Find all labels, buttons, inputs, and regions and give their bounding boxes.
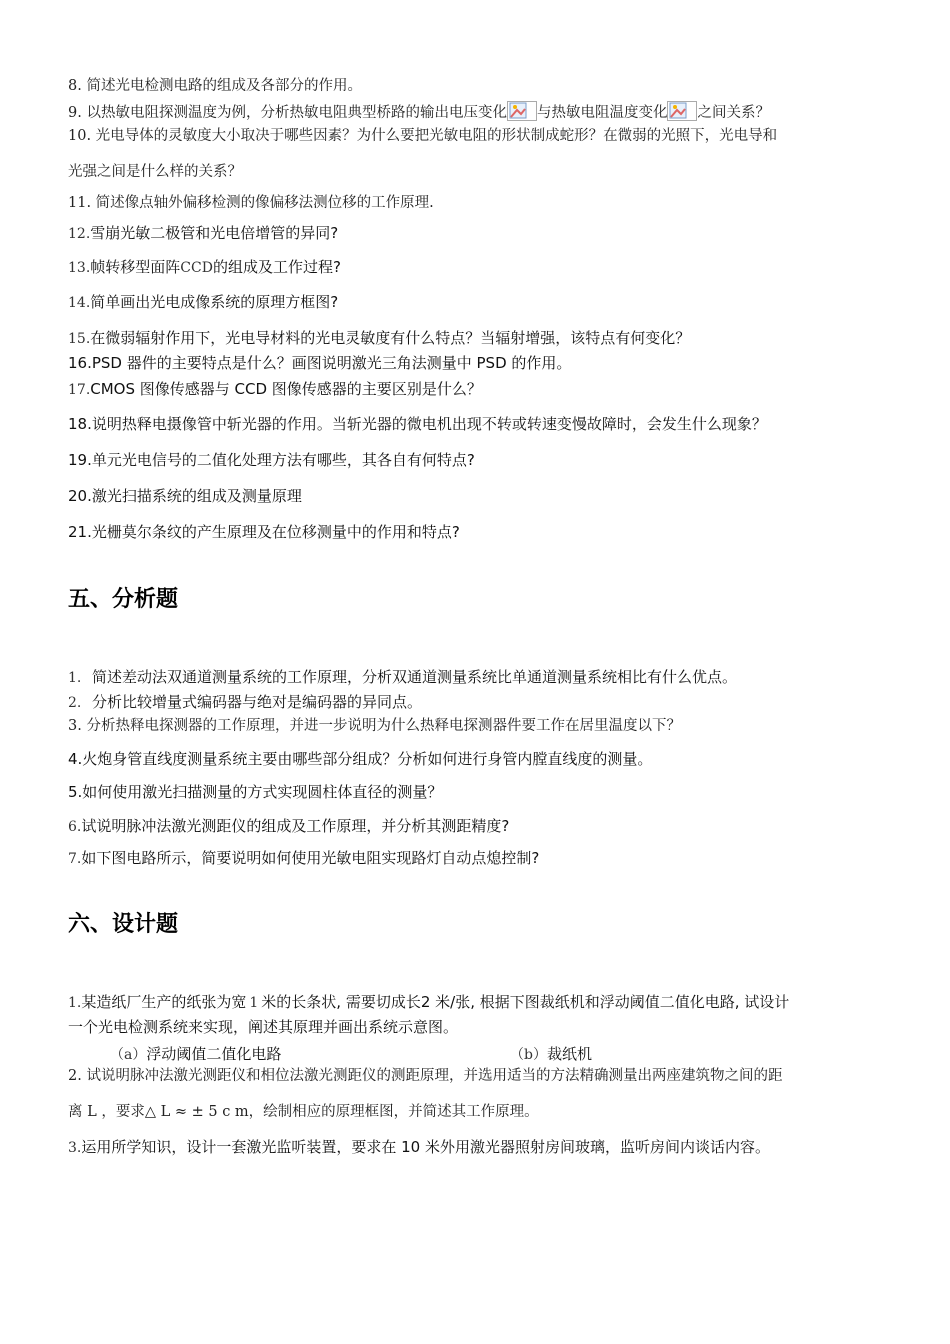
- question-number: 17.: [68, 382, 91, 398]
- question-10-line-2: 光强之间是什么样的关系？: [68, 164, 242, 180]
- question-text: 分析比较增量式编码器与绝对是编码器的异同点。: [92, 693, 423, 711]
- question-9: [68, 101, 770, 122]
- analysis-question-5: 5.如何使用激光扫描测量的方式实现圆柱体直径的测量？: [68, 783, 443, 801]
- broken-image-icon: [507, 101, 537, 121]
- question-17: [68, 380, 482, 399]
- question-14: [68, 293, 338, 312]
- question-11: 11. 简述像点轴外偏移检测的像偏移法测位移的工作原理.: [68, 195, 434, 211]
- analysis-question-3: 3. 分析热释电探测器的工作原理，并进一步说明为什么热释电探测器件要工作在居里温度以下？: [68, 718, 681, 734]
- question-9-text-end: 之间关系？: [697, 105, 770, 121]
- analysis-question-2: [68, 693, 422, 712]
- design-question-1-line-2: 一个光电检测系统来实现，阐述其原理并画出系统示意图。: [68, 1018, 459, 1036]
- caption-label: （a）: [110, 1047, 147, 1063]
- design-question-3: [68, 1138, 770, 1157]
- question-text: 简单画出光电成像系统的原理方框图?: [90, 293, 339, 311]
- figure-caption-a: [110, 1043, 281, 1064]
- question-text: 米的长条状, 需要切成长: [261, 993, 421, 1011]
- question-15: [68, 329, 690, 348]
- question-number: 1.: [68, 995, 82, 1011]
- analysis-question-1: [68, 668, 737, 687]
- caption-label: （b）: [510, 1047, 547, 1063]
- question-text: 雪崩光敏二极管和光电倍增管的异同?: [90, 224, 339, 242]
- question-text: 简述差动法双通道测量系统的工作原理，分析双通道测量系统比单通道测量系统相比有什么优点。: [92, 668, 738, 686]
- question-9-text-middle: 与热敏电阻温度变化: [536, 105, 668, 121]
- question-16: 16.PSD 器件的主要特点是什么？画图说明激光三角法测量中 PSD 的作用。: [68, 354, 572, 372]
- question-number: 1.: [68, 670, 82, 686]
- question-text: 试说明脉冲法激光测距仪的组成及工作原理，并分析其测距精度?: [81, 817, 510, 835]
- design-question-2-line-2: 离 L ，要求△ L ≈ ± 5 c m，绘制相应的原理框图，并简述其工作原理。: [68, 1104, 539, 1120]
- design-question-1-line-1: [68, 993, 789, 1012]
- question-text: 如下图电路所示，简要说明如何使用光敏电阻实现路灯自动点熄控制?: [81, 849, 540, 867]
- question-21: 21.光栅莫尔条纹的产生原理及在位移测量中的作用和特点?: [68, 523, 460, 541]
- question-19: 19.单元光电信号的二值化处理方法有哪些，其各自有何特点?: [68, 451, 475, 469]
- question-text: 的组成及工作过程?: [212, 258, 341, 276]
- broken-image-icon: [667, 101, 697, 121]
- question-number: 3.: [68, 1140, 82, 1156]
- question-text: 某造纸厂生产的纸张为宽: [81, 993, 247, 1011]
- question-number: 13.: [68, 260, 91, 276]
- question-20: 20.激光扫描系统的组成及测量原理: [68, 487, 302, 505]
- question-10-line-1: 10. 光电导体的灵敏度大小取决于哪些因素？为什么要把光敏电阻的形状制成蛇形？在微弱的光照下，光电导和: [68, 128, 778, 144]
- analysis-question-4: 4.火炮身管直线度测量系统主要由哪些部分组成？分析如何进行身管内膛直线度的测量。: [68, 750, 653, 768]
- question-text: 在微弱辐射作用下，光电导材料的光电灵敏度有什么特点？当辐射增强，该特点有何变化？: [90, 329, 691, 347]
- question-number: 15.: [68, 331, 91, 347]
- question-text: , 根据下图裁纸机和浮动阈值二值化电路, 试设计: [470, 993, 790, 1011]
- length-value: 2 米/张: [420, 993, 471, 1011]
- analysis-question-6: [68, 817, 509, 836]
- caption-text: 裁纸机: [546, 1045, 592, 1063]
- question-text: 运用所学知识，设计一套激光监听装置，要求在 10 米外用激光器照射房间玻璃，监听房间内谈话内容。: [81, 1138, 770, 1156]
- question-number: 7.: [68, 851, 82, 867]
- section-5-title: 五、分析题: [68, 587, 179, 612]
- question-18: 18.说明热释电摄像管中斩光器的作用。当斩光器的微电机出现不转或转速变慢故障时，会发生什么现象？: [68, 415, 767, 433]
- width-value: 1: [249, 995, 259, 1011]
- caption-text: 浮动阈值二值化电路: [146, 1045, 282, 1063]
- figure-caption-b: [510, 1043, 592, 1064]
- question-12: [68, 224, 338, 243]
- question-9-text-start: 9. 以热敏电阻探测温度为例，分析热敏电阻典型桥路的输出电压变化: [68, 105, 507, 121]
- question-13: [68, 258, 341, 277]
- question-number: 14.: [68, 295, 91, 311]
- question-number: 2.: [68, 695, 82, 711]
- ccd-term: CCD: [180, 260, 213, 276]
- question-text: CMOS 图像传感器与 CCD 图像传感器的主要区别是什么？: [90, 380, 482, 398]
- design-question-2-line-1: 2. 试说明脉冲法激光测距仪和相位法激光测距仪的测距原理，并选用适当的方法精确测量出两座建筑物之间的距: [68, 1068, 783, 1084]
- analysis-question-7: [68, 849, 539, 868]
- question-text: 帧转移型面阵: [90, 258, 181, 276]
- section-6-title: 六、设计题: [68, 912, 179, 937]
- question-8: 8. 简述光电检测电路的组成及各部分的作用。: [68, 78, 362, 94]
- question-number: 6.: [68, 819, 82, 835]
- question-number: 12.: [68, 226, 91, 242]
